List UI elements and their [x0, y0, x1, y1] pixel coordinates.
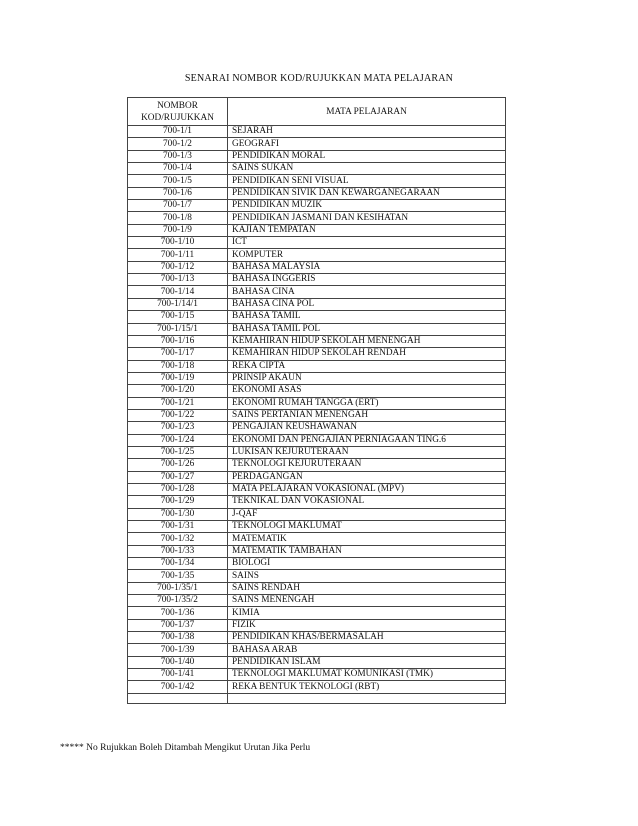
table-row: [128, 619, 506, 631]
row-subject: SAINS: [228, 570, 506, 582]
table-row: [128, 607, 506, 619]
row-subject: MATEMATIK: [228, 533, 506, 545]
table-row: [128, 126, 506, 138]
row-subject: REKA BENTUK TEKNOLOGI (RBT): [228, 681, 506, 693]
table-row: [128, 681, 506, 693]
row-code: 700-1/10: [128, 237, 228, 249]
table-row: [128, 385, 506, 397]
table-row: [128, 508, 506, 520]
table-row: [128, 397, 506, 409]
row-code: 700-1/42: [128, 681, 228, 693]
row-code: 700-1/41: [128, 669, 228, 681]
table-row: [128, 286, 506, 298]
row-subject: PENDIDIKAN MORAL: [228, 150, 506, 162]
row-subject: EKONOMI DAN PENGAJIAN PERNIAGAAN TING.6: [228, 434, 506, 446]
row-subject: TEKNOLOGI MAKLUMAT KOMUNIKASI (TMK): [228, 669, 506, 681]
table-row: [128, 187, 506, 199]
row-code: 700-1/21: [128, 397, 228, 409]
row-code: 700-1/25: [128, 446, 228, 458]
page-title: SENARAI NOMBOR KOD/RUJUKKAN MATA PELAJARAN: [184, 73, 454, 84]
row-subject: PENGAJIAN KEUSHAWANAN: [228, 422, 506, 434]
table-row: [128, 434, 506, 446]
table-row: [128, 224, 506, 236]
table-row: [128, 175, 506, 187]
row-code: 700-1/3: [128, 150, 228, 162]
row-code: 700-1/30: [128, 508, 228, 520]
row-code: 700-1/24: [128, 434, 228, 446]
row-subject: BAHASA ARAB: [228, 644, 506, 656]
row-code: 700-1/35: [128, 570, 228, 582]
row-code: 700-1/34: [128, 558, 228, 570]
row-code: 700-1/31: [128, 521, 228, 533]
row-subject: PERDAGANGAN: [228, 471, 506, 483]
row-subject: TEKNOLOGI MAKLUMAT: [228, 521, 506, 533]
row-code: 700-1/39: [128, 644, 228, 656]
row-subject: TEKNOLOGI KEJURUTERAAN: [228, 459, 506, 471]
row-subject: KEMAHIRAN HIDUP SEKOLAH MENENGAH: [228, 335, 506, 347]
table-row: [128, 261, 506, 273]
table-row: [128, 644, 506, 656]
row-code: 700-1/35/1: [128, 582, 228, 594]
row-code: 700-1/40: [128, 656, 228, 668]
table-row: [128, 533, 506, 545]
row-code: 700-1/28: [128, 483, 228, 495]
row-code: 700-1/36: [128, 607, 228, 619]
row-code: 700-1/14: [128, 286, 228, 298]
row-subject: MATA PELAJARAN VOKASIONAL (MPV): [228, 483, 506, 495]
table-row: [128, 323, 506, 335]
table-row: [128, 446, 506, 458]
row-code: 700-1/26: [128, 459, 228, 471]
row-code: 700-1/17: [128, 348, 228, 360]
row-subject: PENDIDIKAN KHAS/BERMASALAH: [228, 632, 506, 644]
row-code: 700-1/20: [128, 385, 228, 397]
row-subject: MATEMATIK TAMBAHAN: [228, 545, 506, 557]
row-subject: SAINS RENDAH: [228, 582, 506, 594]
table-row: [128, 237, 506, 249]
row-subject: SEJARAH: [228, 126, 506, 138]
row-code: 700-1/12: [128, 261, 228, 273]
row-code: 700-1/16: [128, 335, 228, 347]
row-subject: EKONOMI RUMAH TANGGA (ERT): [228, 397, 506, 409]
table-row: [128, 570, 506, 582]
row-subject: FIZIK: [228, 619, 506, 631]
table-row: [128, 422, 506, 434]
row-subject: SAINS SUKAN: [228, 163, 506, 175]
row-code: 700-1/27: [128, 471, 228, 483]
row-code: 700-1/32: [128, 533, 228, 545]
row-subject: KOMPUTER: [228, 249, 506, 261]
subject-code-table: [127, 97, 506, 704]
row-subject: KIMIA: [228, 607, 506, 619]
table-row: [128, 150, 506, 162]
row-code: 700-1/38: [128, 632, 228, 644]
empty-cell: [128, 693, 228, 703]
column-header-code: [128, 98, 228, 126]
table-row: [128, 335, 506, 347]
row-subject: SAINS MENENGAH: [228, 595, 506, 607]
table-row: [128, 274, 506, 286]
table-row: [128, 558, 506, 570]
row-code: 700-1/35/2: [128, 595, 228, 607]
row-code: 700-1/37: [128, 619, 228, 631]
table-row: [128, 298, 506, 310]
row-subject: PENDIDIKAN MUZIK: [228, 200, 506, 212]
row-subject: LUKISAN KEJURUTERAAN: [228, 446, 506, 458]
row-code: 700-1/33: [128, 545, 228, 557]
row-subject: BAHASA TAMIL POL: [228, 323, 506, 335]
row-subject: PRINSIP AKAUN: [228, 372, 506, 384]
row-code: 700-1/14/1: [128, 298, 228, 310]
row-subject: PENDIDIKAN SENI VISUAL: [228, 175, 506, 187]
row-subject: PENDIDIKAN ISLAM: [228, 656, 506, 668]
row-subject: BAHASA CINA POL: [228, 298, 506, 310]
table-row: [128, 669, 506, 681]
row-code: 700-1/11: [128, 249, 228, 261]
table-row: [128, 311, 506, 323]
row-subject: KEMAHIRAN HIDUP SEKOLAH RENDAH: [228, 348, 506, 360]
row-subject: REKA CIPTA: [228, 360, 506, 372]
table-row: [128, 212, 506, 224]
table-row: [128, 200, 506, 212]
row-code: 700-1/7: [128, 200, 228, 212]
table-row: [128, 409, 506, 421]
row-code: 700-1/2: [128, 138, 228, 150]
footnote: ***** No Rujukkan Boleh Ditambah Mengikut Urutan Jika Perlu: [60, 743, 311, 753]
row-code: 700-1/4: [128, 163, 228, 175]
row-code: 700-1/8: [128, 212, 228, 224]
table-row: [128, 459, 506, 471]
row-code: 700-1/15/1: [128, 323, 228, 335]
column-header-code-line2: KOD/RUJUKKAN: [141, 112, 214, 123]
column-header-code-line1: NOMBOR: [157, 100, 198, 111]
table-row: [128, 595, 506, 607]
table-row: [128, 471, 506, 483]
column-header-subject: MATA PELAJARAN: [228, 98, 506, 126]
table-row: [128, 163, 506, 175]
row-code: 700-1/6: [128, 187, 228, 199]
row-code: 700-1/5: [128, 175, 228, 187]
row-subject: ICT: [228, 237, 506, 249]
table-row: [128, 372, 506, 384]
table-row: [128, 545, 506, 557]
table-row: [128, 496, 506, 508]
row-subject: BAHASA CINA: [228, 286, 506, 298]
row-subject: BAHASA MALAYSIA: [228, 261, 506, 273]
row-subject: J-QAF: [228, 508, 506, 520]
table-row: [128, 360, 506, 372]
row-subject: SAINS PERTANIAN MENENGAH: [228, 409, 506, 421]
row-subject: EKONOMI ASAS: [228, 385, 506, 397]
row-subject: TEKNIKAL DAN VOKASIONAL: [228, 496, 506, 508]
table-row: [128, 632, 506, 644]
row-code: 700-1/18: [128, 360, 228, 372]
table-row: [128, 483, 506, 495]
table-row: [128, 656, 506, 668]
table-body: [128, 126, 506, 704]
row-subject: PENDIDIKAN SIVIK DAN KEWARGANEGARAAN: [228, 187, 506, 199]
row-code: 700-1/9: [128, 224, 228, 236]
table-row-empty: [128, 693, 506, 703]
row-subject: BAHASA INGGERIS: [228, 274, 506, 286]
row-subject: GEOGRAFI: [228, 138, 506, 150]
table-header-row: [128, 98, 506, 126]
row-code: 700-1/23: [128, 422, 228, 434]
table-row: [128, 348, 506, 360]
row-code: 700-1/13: [128, 274, 228, 286]
row-code: 700-1/15: [128, 311, 228, 323]
row-code: 700-1/29: [128, 496, 228, 508]
row-code: 700-1/1: [128, 126, 228, 138]
empty-cell: [228, 693, 506, 703]
row-subject: BIOLOGI: [228, 558, 506, 570]
table-row: [128, 249, 506, 261]
row-code: 700-1/19: [128, 372, 228, 384]
row-subject: BAHASA TAMIL: [228, 311, 506, 323]
row-code: 700-1/22: [128, 409, 228, 421]
table-row: [128, 138, 506, 150]
table-row: [128, 521, 506, 533]
row-subject: PENDIDIKAN JASMANI DAN KESIHATAN: [228, 212, 506, 224]
table-row: [128, 582, 506, 594]
row-subject: KAJIAN TEMPATAN: [228, 224, 506, 236]
